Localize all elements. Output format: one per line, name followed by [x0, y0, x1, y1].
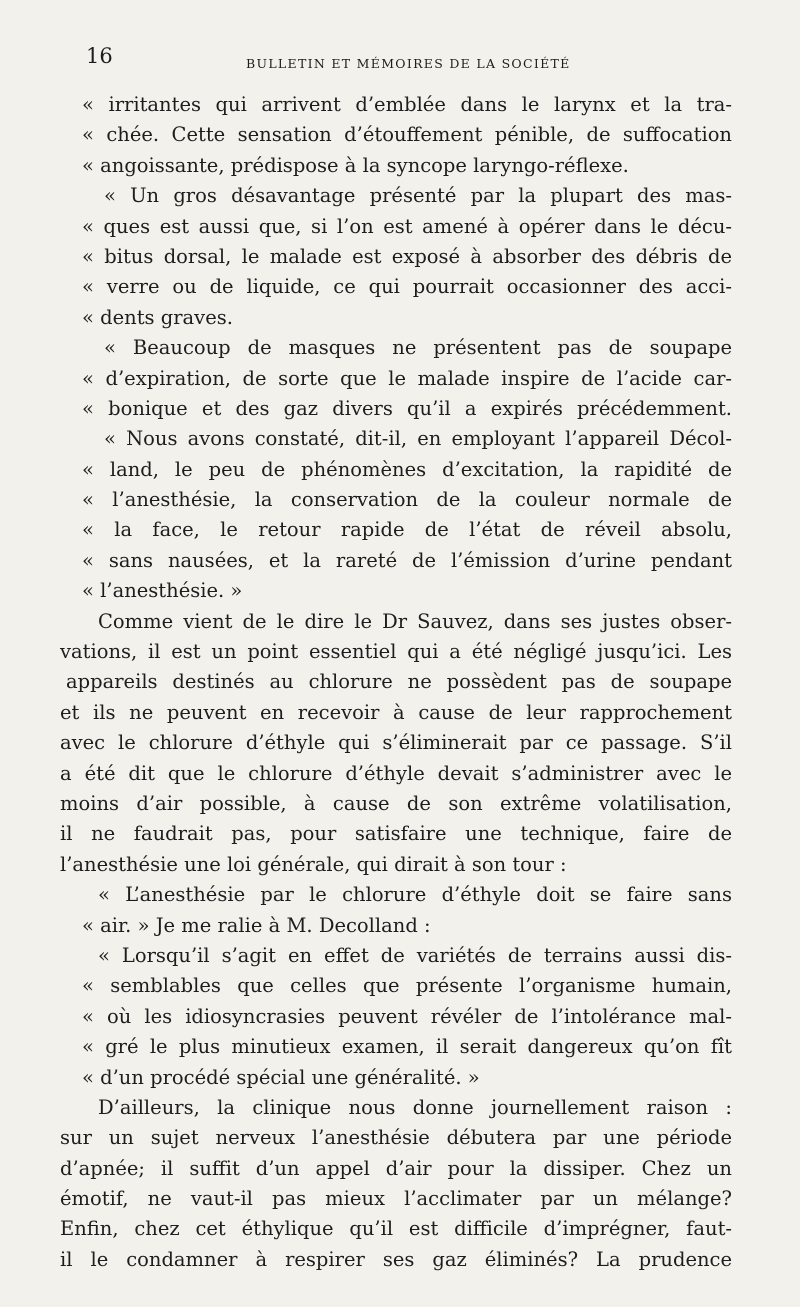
text-line: « chée. Cette sensation d’étouffement pénible, de suffocation	[82, 123, 732, 147]
text-line: « verre ou de liquide, ce qui pourrait occasionner des acci-	[82, 275, 732, 299]
text-line: avec le chlorure d’éthyle qui s’éliminerait par ce passage. S’il	[60, 731, 732, 755]
text-line: il le condamner à respirer ses gaz éliminés? La prudence	[60, 1247, 732, 1271]
text-line: « d’un procédé spécial une généralité. »	[82, 1065, 480, 1089]
text-line: moins d’air possible, à cause de son extrême volatilisation,	[60, 791, 732, 815]
text-line: « bitus dorsal, le malade est exposé à absorber des débris de	[82, 244, 732, 268]
running-head: BULLETIN ET MÉMOIRES DE LA SOCIÉTÉ	[246, 56, 571, 71]
text-line: Enfin, chez cet éthylique qu’il est difficile d’imprégner, faut-	[60, 1217, 732, 1241]
text-line: sur un sujet nerveux l’anesthésie débutera par une période	[60, 1126, 732, 1150]
text-line: l’anesthésie une loi générale, qui dirait à son tour :	[60, 852, 567, 876]
text-line: « L’anesthésie par le chlorure d’éthyle doit se faire sans	[98, 883, 732, 907]
text-line: « où les idiosyncrasies peuvent révéler de l’intolérance mal-	[82, 1004, 732, 1028]
text-line: « l’anesthésie, la conservation de la couleur normale de	[82, 488, 732, 512]
text-line: appareils destinés au chlorure ne possèdent pas de soupape	[66, 670, 732, 694]
text-line: a été dit que le chlorure d’éthyle devait s’administrer avec le	[60, 761, 732, 785]
text-line: « Un gros désavantage présenté par la plupart des mas-	[104, 184, 732, 208]
text-line: « dents graves.	[82, 305, 233, 329]
text-line: « l’anesthésie. »	[82, 579, 243, 603]
page-number: 16	[86, 44, 113, 68]
text-line: « land, le peu de phénomènes d’excitation, la rapidité de	[82, 457, 732, 481]
text-line: « air. » Je me ralie à M. Decolland :	[82, 913, 431, 937]
text-line: « Nous avons constaté, dit-il, en employant l’appareil Décol-	[104, 427, 732, 451]
text-line: « ques est aussi que, si l’on est amené à opérer dans le décu-	[82, 214, 732, 238]
text-line: et ils ne peuvent en recevoir à cause de leur rapprochement	[60, 700, 732, 724]
text-line: d’apnée; il suffit d’un appel d’air pour la dissiper. Chez un	[60, 1156, 732, 1180]
page-header	[86, 44, 726, 74]
text-line: « gré le plus minutieux examen, il serait dangereux qu’on fît	[82, 1035, 732, 1059]
text-line: Comme vient de le dire le Dr Sauvez, dans ses justes obser-	[98, 609, 732, 633]
text-line: D’ailleurs, la clinique nous donne journellement raison :	[98, 1095, 732, 1119]
text-line: « angoissante, prédispose à la syncope laryngo-réflexe.	[82, 153, 629, 177]
text-line: « bonique et des gaz divers qu’il a expirés précédemment.	[82, 396, 732, 420]
text-line: « Beaucoup de masques ne présentent pas de soupape	[104, 336, 732, 360]
text-line: il ne faudrait pas, pour satisfaire une technique, faire de	[60, 822, 732, 846]
text-line: émotif, ne vaut-il pas mieux l’acclimater par un mélange?	[60, 1187, 732, 1211]
text-line: « d’expiration, de sorte que le malade inspire de l’acide car-	[82, 366, 732, 390]
text-line: « irritantes qui arrivent d’emblée dans le larynx et la tra-	[82, 93, 732, 116]
text-line: « sans nausées, et la rareté de l’émission d’urine pendant	[82, 548, 732, 572]
text-line: vations, il est un point essentiel qui a été négligé jusqu’ici. Les	[60, 640, 732, 664]
text-line: « Lorsqu’il s’agit en effet de variétés de terrains aussi dis-	[98, 943, 732, 967]
text-line: « la face, le retour rapide de l’état de réveil absolu,	[82, 518, 732, 542]
text-line: « semblables que celles que présente l’organisme humain,	[82, 974, 732, 998]
body-text	[60, 90, 732, 1275]
